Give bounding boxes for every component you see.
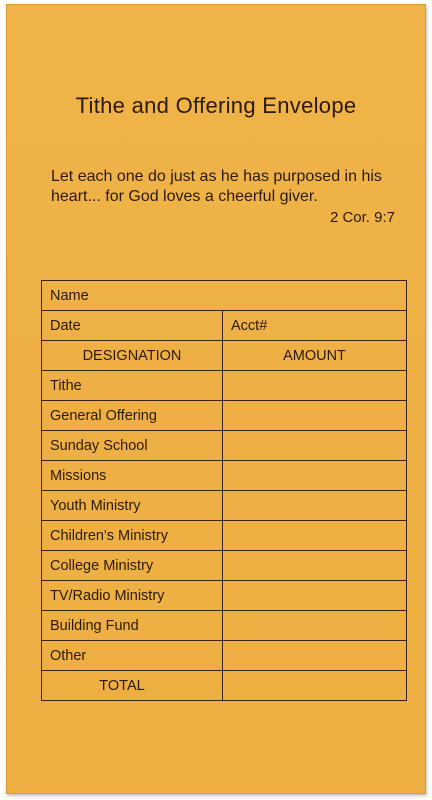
amount-field[interactable]: [223, 641, 406, 670]
designation-label: Youth Ministry: [42, 491, 223, 520]
acct-label: Acct#: [231, 317, 268, 334]
amount-field[interactable]: [223, 431, 406, 460]
designation-label: Building Fund: [42, 611, 223, 640]
name-row: [42, 281, 406, 310]
total-label: TOTAL: [42, 671, 223, 700]
designation-label: Other: [42, 641, 223, 670]
total-amount-field[interactable]: [223, 671, 406, 700]
scripture-citation: 2 Cor. 9:7: [329, 209, 395, 226]
scripture-verse: Let each one do just as he has purposed in his heart... for God loves a cheerful giver.: [51, 168, 382, 205]
designation-label: Tithe: [42, 371, 223, 400]
amount-field[interactable]: [223, 401, 406, 430]
header-row: [42, 340, 406, 370]
amount-field[interactable]: [223, 521, 406, 550]
envelope-title: Tithe and Offering Envelope: [75, 93, 357, 118]
amount-field[interactable]: [223, 551, 406, 580]
designation-label: General Offering: [42, 401, 223, 430]
designation-label: TV/Radio Ministry: [42, 581, 223, 610]
designation-row: [42, 370, 406, 400]
amount-header: AMOUNT: [283, 347, 346, 364]
designation-header: DESIGNATION: [42, 341, 223, 370]
envelope: [6, 4, 426, 794]
designation-label: Missions: [42, 461, 223, 490]
amount-field[interactable]: [223, 461, 406, 490]
amount-field[interactable]: [223, 491, 406, 520]
designation-row: [42, 400, 406, 430]
designation-row: [42, 520, 406, 550]
designation-row: [42, 490, 406, 520]
designation-row: [42, 430, 406, 460]
name-label: Name: [50, 287, 89, 304]
amount-field[interactable]: [223, 611, 406, 640]
date-acct-row: [42, 310, 406, 340]
designation-row: [42, 460, 406, 490]
amount-field[interactable]: [223, 371, 406, 400]
date-label: Date: [50, 317, 81, 334]
designation-row: [42, 640, 406, 670]
total-row: [42, 670, 406, 700]
designation-label: College Ministry: [42, 551, 223, 580]
name-field[interactable]: [42, 281, 406, 310]
date-field[interactable]: [42, 311, 223, 340]
designation-label: Children's Ministry: [42, 521, 223, 550]
designation-label: Sunday School: [42, 431, 223, 460]
designation-row: [42, 550, 406, 580]
offering-form: [41, 280, 407, 701]
designation-row: [42, 610, 406, 640]
amount-field[interactable]: [223, 581, 406, 610]
designation-row: [42, 580, 406, 610]
acct-field[interactable]: [223, 311, 406, 340]
